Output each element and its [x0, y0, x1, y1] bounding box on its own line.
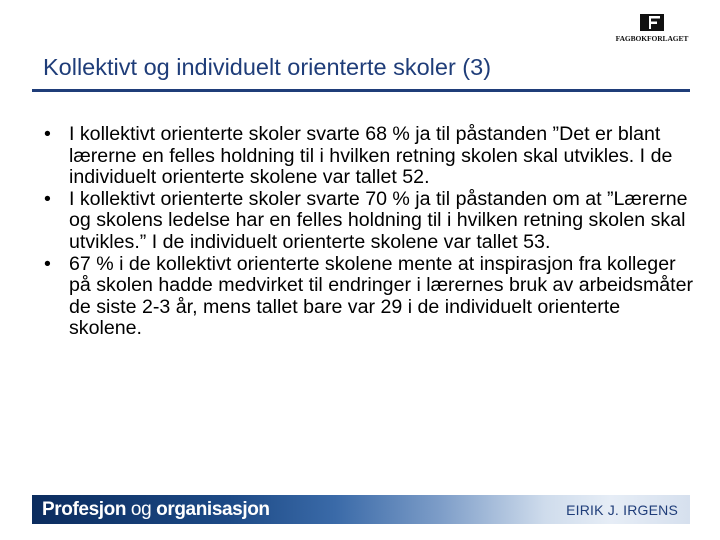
footer-word-organisasjon: organisasjon	[156, 499, 270, 520]
footer-author: EIRIK J. IRGENS	[566, 502, 678, 518]
bullet-list	[44, 124, 694, 340]
bullet-text: 67 % i de kollektivt orienterte skolene mente at inspirasjon fra kolleger på skolen hadde medvirket til endringer i lærernes bruk av arbeidsmåter de siste 2-3 år, mens tallet bare var 29 i de individuelt orienterte skolene.	[69, 252, 694, 340]
footer-word-profesjon: Profesjon	[42, 499, 127, 520]
logo-text: FAGBOKFORLAGET	[615, 34, 689, 43]
title-divider	[32, 89, 690, 92]
page-title: Kollektivt og individuelt orienterte skoler (3)	[43, 54, 492, 80]
footer-word-og: og	[130, 499, 152, 520]
bullet-text: I kollektivt orienterte skoler svarte 68 % ja til påstanden ”Det er blant lærerne en felles holdning til i hvilken retning skolen skal utvikles. I de individuelt orienterte skolene var tallet 52.	[69, 123, 673, 189]
footer-banner	[32, 495, 690, 524]
bullet-item	[44, 254, 694, 340]
bullet-marker: •	[44, 187, 51, 210]
bullet-marker: •	[44, 252, 51, 275]
bullet-marker: •	[44, 123, 51, 145]
bullet-item	[44, 189, 694, 254]
bullet-item	[44, 124, 694, 189]
footer-course-title	[42, 499, 270, 521]
bullet-text: I kollektivt orienterte skoler svarte 70 % ja til påstanden om at ”Lærerne og skolens ledelse har en felles holdning til i hvilken retning skolen skal utvikles.” I de individuelt orienterte skolene var tallet 53.	[69, 187, 688, 253]
publisher-logo	[614, 12, 690, 46]
book-logo-icon	[640, 14, 664, 32]
